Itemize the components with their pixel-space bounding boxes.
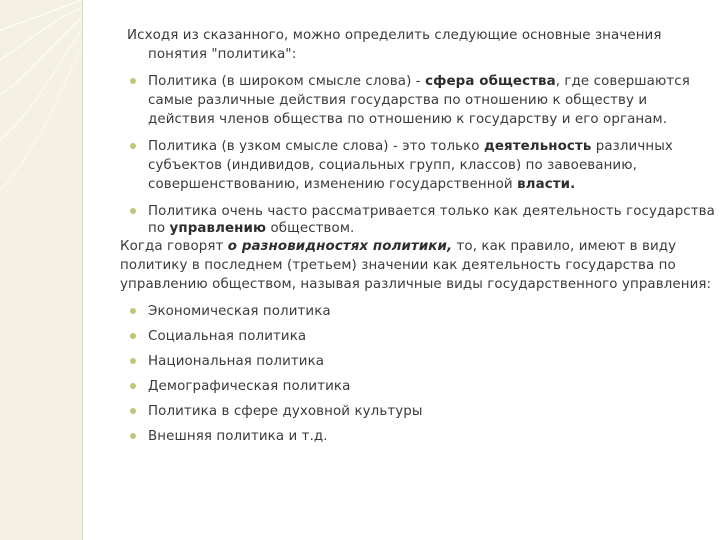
bold-term: деятельность [483,139,592,154]
text-segment: по [148,221,170,236]
intro-line-2: понятия "политика": [148,47,297,62]
meaning-narrow-line-3 [148,175,575,194]
bullet-icon [130,383,136,389]
bold-term: сфера общества [425,74,556,89]
meaning-narrow-line-1 [148,137,673,156]
bullet-icon [130,308,136,314]
bold-term: власти. [517,177,576,192]
meaning-broad-line-2: самые различные действия государства по отношению к обществу и [148,93,648,108]
text-segment: Когда говорят [120,239,228,254]
meaning-often-line-2 [148,219,354,238]
text-segment: совершенствованию, изменению государственной [148,177,518,192]
text-segment: , где совершаются [555,74,690,89]
list-item-social: Социальная политика [148,329,307,344]
list-item-demographic: Демографическая политика [148,379,351,394]
text-segment: обществом. [266,221,355,236]
bullet-icon [130,78,136,84]
meaning-broad-line-3: действия членов общества по отношению к государству и его органам. [148,112,668,127]
list-item-foreign: Внешняя политика и т.д. [148,429,328,444]
bullet-icon [130,408,136,414]
text-segment: то, как правило, имеют в виду [452,239,677,254]
bold-italic-term: о разновидностях политики, [227,239,453,254]
paragraph-line-1 [120,237,676,256]
meaning-narrow-line-2: субъектов (индивидов, социальных групп, классов) по завоеванию, [148,158,637,173]
bold-term: управлению [169,221,267,236]
bullet-icon [130,433,136,439]
text-segment: различных [591,139,673,154]
meaning-broad-line-1 [148,72,690,91]
bullet-icon [130,358,136,364]
paragraph-line-2: политику в последнем (третьем) значении как деятельность государства по [120,258,676,273]
bullet-icon [130,143,136,149]
paragraph-line-3: управлению обществом, называя различные виды государственного управления: [120,277,712,292]
text-segment: Политика (в узком смысле слова) - это только [148,139,484,154]
text-segment: Политика (в широком смысле слова) - [148,74,426,89]
bullet-icon [130,333,136,339]
list-item-culture: Политика в сфере духовной культуры [148,404,423,419]
list-item-economic: Экономическая политика [148,304,331,319]
list-item-national: Национальная политика [148,354,325,369]
intro-line-1: Исходя из сказанного, можно определить следующие основные значения [127,28,662,43]
meaning-often-line-1: Политика очень часто рассматривается только как деятельность государства [148,204,715,219]
bullet-icon [130,208,136,214]
